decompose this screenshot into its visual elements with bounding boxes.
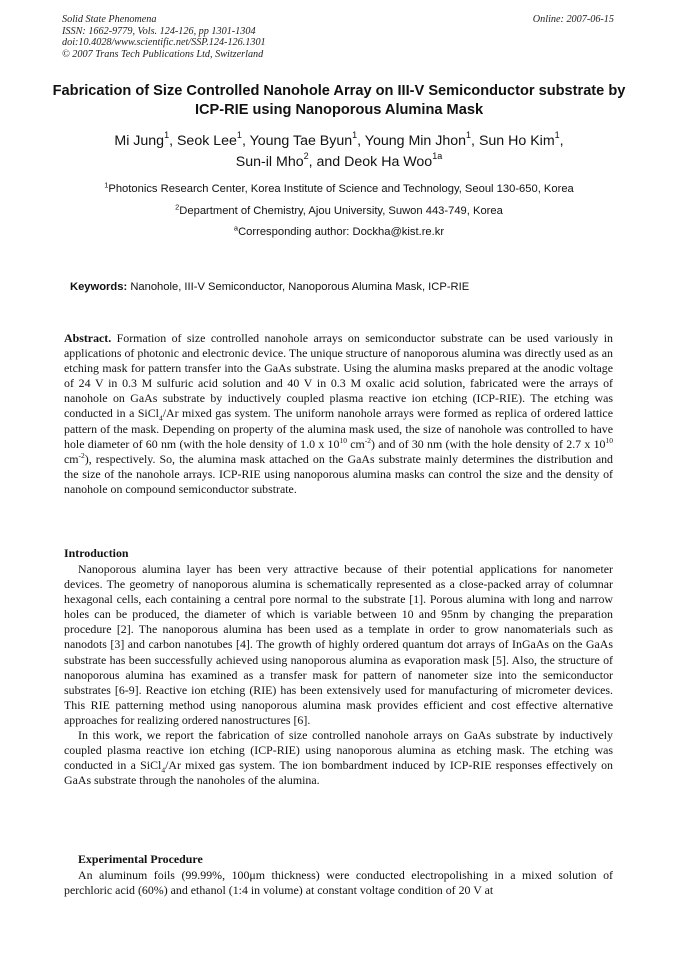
journal-name: Solid State Phenomena [62, 14, 157, 25]
author-list [50, 131, 628, 173]
introduction-paragraph-1: Nanoporous alumina layer has been very attractive because of their potential applications for nanometer devices. The geometry of nanoporous alumina is schematically represented as a close-packed array of columnar hexagonal cells, each containing a central pore normal to the substrate [1]. Porous alumina with long and narrow holes can be produced, the diameter of which is variable between 10 and 95nm by changing the preparation procedure [2]. The nanoporous alumina has been used as a template in order to grow nanomaterials such as nanodots [3] and carbon nanotubes [4]. The growth of highly ordered quantum dot arrays of InGaAs on the GaAs substrate has been successfully achieved using nanoporous alumina as evaporation mask [5]. Also, the structure of nanoporous alumina has examined as a transfer mask for pattern of nanometer size into the semiconductor substrates [6-9]. Reactive ion etching (RIE) has been extensively used for manufacturing of micrometer devices. This RIE patterning method using nanoporous alumina mask provides efficient and cost effective alternative approaches for realizing ordered nanostructures [6]. [64, 562, 613, 727]
affiliation-2 [40, 202, 638, 217]
affiliation-text: Photonics Research Center, Korea Institute of Science and Technology, Seoul 130-650, Korea [108, 183, 574, 195]
superscript: -2 [78, 450, 85, 460]
experimental-paragraph-1: An aluminum foils (99.99%, 100μm thickness) were conducted electropolishing in a mixed solution of perchloric acid (60%) and ethanol (1:4 in volume) at constant voltage condition of 20 V at [64, 868, 613, 898]
keywords-text: Nanohole, III-V Semiconductor, Nanoporous Alumina Mask, ICP-RIE [130, 281, 470, 293]
abstract-label: Abstract. [64, 331, 112, 345]
affiliation-mark: 2 [175, 202, 180, 212]
abstract-text: cm [64, 451, 79, 466]
superscript: -2 [364, 435, 371, 445]
issn-line: ISSN: 1662-9779, Vols. 124-126, pp 1301-1304 [62, 25, 256, 37]
abstract [64, 331, 613, 497]
author: Young Min Jhon [364, 133, 467, 149]
corresponding-author [40, 223, 638, 238]
affiliation-mark: 1 [466, 130, 472, 141]
affiliation-mark: 1a [432, 151, 443, 162]
author-conjunction: and [316, 154, 341, 170]
author: Sun-il Mho [235, 154, 304, 170]
subscript: 4 [161, 765, 166, 775]
online-date: Online: 2007-06-15 [532, 14, 614, 25]
paper-title: Fabrication of Size Controlled Nanohole Array on III-V Semiconductor substrate by ICP-RIE using Nanoporous Alumina Mask [52, 83, 626, 118]
experimental-heading: Experimental Procedure [78, 852, 203, 866]
abstract-text: Formation of size controlled nanohole arrays on semiconductor substrate can be used variously in applications of photonic and electronic device. The unique structure of nanoporous alumina was directly used as an etching mask for pattern transfer into the GaAs substrate. Using the alumina masks prepared at the anodic voltage of 24 V in 0.3 M sulfuric acid solution and 40 V in 0.3 M oxalic acid solution, fabricated were the arrays of nanohole on GaAs substrate by inductively coupled plasma reactive ion etching (ICP-RIE). The etching was conducted in a SiCl [64, 331, 613, 421]
author: Deok Ha Woo [344, 154, 433, 170]
author-line-1: Mi Jung$^1$, Seok Lee$^1$, Young Tae Byun$^1$, Young Min Jhon$^1$, Sun Ho Kim$^1$, [114, 130, 564, 149]
copyright-line: © 2007 Trans Tech Publications Ltd, Switzerland [62, 48, 264, 60]
affiliation-mark: a [233, 223, 239, 233]
introduction-paragraph-2 [64, 728, 613, 788]
introduction-heading: Introduction [64, 546, 129, 560]
author: Young Tae Byun [249, 133, 353, 149]
affiliation-mark: 1 [104, 180, 109, 190]
doi-line: doi:10.4028/www.scientific.net/SSP.124-126.1301 [62, 37, 266, 49]
keywords [70, 281, 469, 293]
author: Seok Lee [176, 133, 237, 149]
corresponding-email: Corresponding author: Dockha@kist.re.kr [238, 226, 445, 238]
abstract-text: cm [346, 436, 365, 451]
affiliation-mark: 1 [554, 130, 560, 141]
experimental-body [64, 868, 613, 898]
author: Sun Ho Kim [478, 133, 555, 149]
journal-header [62, 14, 266, 60]
abstract-text: ) and of 30 nm (with the hole density of 2.7 x 10 [371, 436, 606, 451]
author: Mi Jung [114, 133, 165, 149]
paragraph-text: /Ar mixed gas system. The ion bombardment induced by ICP-RIE responses effectively on GaAs substrate through the nanoholes of the alumina. [64, 758, 613, 788]
superscript: 10 [605, 435, 613, 445]
subscript: 4 [158, 413, 163, 423]
paragraph-text: In this work, we report the fabrication of size controlled nanohole arrays on GaAs substrate by inductively coupled plasma reactive ion etching (ICP-RIE) using nanoporous alumina as etching mask. The etching was conducted in a SiCl [64, 728, 613, 773]
affiliation-1 [40, 180, 638, 195]
affiliation-mark: 1 [352, 130, 358, 141]
affiliation-text: Department of Chemistry, Ajou University, Suwon 443-749, Korea [179, 205, 503, 217]
affiliation-mark: 1 [236, 130, 242, 141]
superscript: 10 [339, 435, 347, 445]
author-line-2: Sun-il Mho$^2$, and Deok Ha Woo$^{1a}$ [235, 151, 443, 170]
keywords-label: Keywords: [70, 281, 128, 293]
abstract-text: ), respectively. So, the alumina mask attached on the GaAs substrate mainly determines the distribution and the size of the nanohole arrays. ICP-RIE using nanoporous alumina masks can control the size and the density of nanohole on compound semiconductor substrate. [64, 451, 613, 496]
abstract-text: /Ar mixed gas system. The uniform nanohole arrays were formed as replica of ordered lattice pattern of the mask. Depending on property of the alumina mask used, the size of nanohole was controlled to have hole diameter of 60 nm (with the hole density of 1.0 x 10 [64, 406, 613, 451]
affiliation-mark: 2 [303, 151, 309, 162]
affiliation-mark: 1 [164, 130, 170, 141]
introduction-body [64, 562, 613, 788]
